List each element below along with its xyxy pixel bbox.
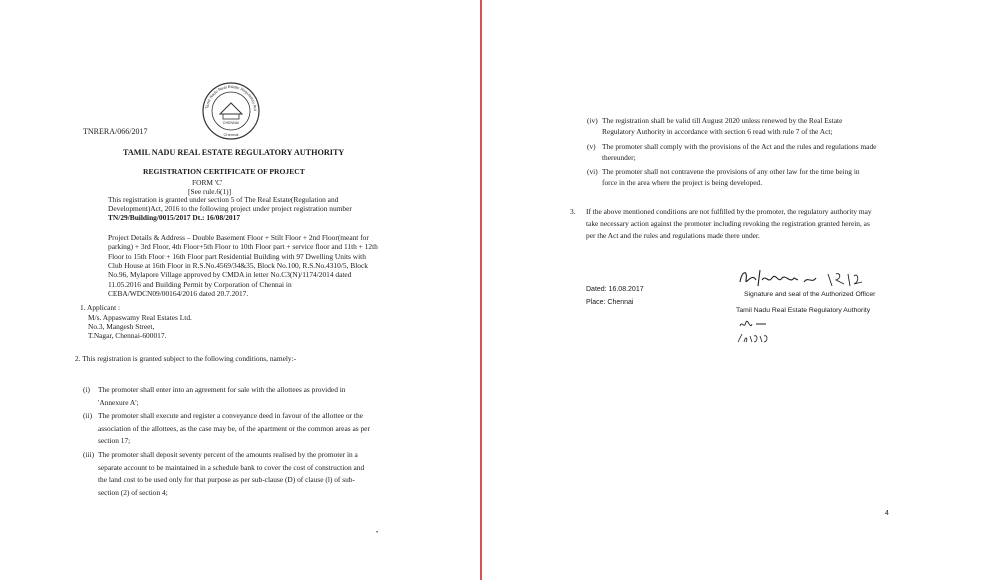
condition-text-line: thereunder;: [602, 153, 636, 162]
seal-ring-text: Tamil Nadu Real Estate Regulatory Aut: [204, 83, 259, 111]
condition-number: (v): [587, 142, 596, 151]
project-details-line: Floor to 15th Floor + 16th Floor part Residential Building with 97 Dwelling Units with: [108, 251, 366, 261]
paragraph-3-line: If the above mentioned conditions are not fulfilled by the promoter, the regulatory authority may: [586, 207, 872, 216]
condition-text-line: The promoter shall deposit seventy percent of the amounts realised by the promoter in a: [98, 450, 358, 459]
condition-number: (i): [83, 385, 90, 394]
page-mark-dot: •: [376, 530, 379, 536]
condition-text-line: section 17;: [98, 436, 131, 445]
project-details-line: Club House at 16th Floor in R.S.No.4569/34&35, Block No.100, R.S.No.4310/5, Block: [108, 260, 368, 270]
paragraph-3-number: 3.: [570, 207, 576, 216]
condition-text-line: The registration shall be valid till August 2020 unless renewed by the Real Estate: [602, 116, 843, 125]
conditions-intro: 2. This registration is granted subject to the following conditions, namely:-: [75, 354, 297, 363]
project-details-line: parking) + 3rd Floor, 4th Floor+5th Floor to 10th Floor part + service floor and 11th + 12th: [108, 242, 378, 252]
left-page: [0, 0, 480, 580]
condition-number: (ii): [83, 411, 93, 420]
seal-city-text: Chennai: [223, 132, 239, 137]
condition-text-line: separate account to be maintained in a schedule bank to cover the cost of construction and: [98, 462, 365, 472]
condition-text-line: The promoter shall not contravene the provisions of any other law for the time being in: [602, 167, 860, 176]
condition-text-line: The promoter shall execute and register a conveyance deed in favour of the allottee or the: [98, 411, 363, 420]
authority-caption: Tamil Nadu Real Estate Regulatory Authority: [736, 307, 871, 314]
rule-label: [See rule.6(1)]: [188, 187, 232, 196]
condition-text-line: The promoter shall enter into an agreement for sale with the allottees as provided in: [98, 385, 346, 394]
signature-caption: Signature and seal of the Authorized Officer: [744, 291, 876, 298]
intro-line-1: This registration is granted under section 5 of The Real Estate(Regulation and: [108, 195, 339, 204]
condition-text-line: 'Annexure A';: [98, 397, 139, 407]
place-text: Place: Chennai: [586, 299, 634, 306]
project-details-line: CEBA/WDCN09/00164/2016 dated 20.7.2017.: [108, 288, 249, 298]
project-details-line: No.96, Mylapore Village approved by CMDA in letter No.C3(N)/1174/2014 dated: [108, 270, 352, 280]
applicant-line: No.3, Mangesh Street,: [88, 322, 155, 331]
condition-text-line: association of the allottees, as the case may be, of the apartment or the common areas as per: [98, 423, 370, 433]
authority-heading: TAMIL NADU REAL ESTATE REGULATORY AUTHORITY: [123, 148, 345, 157]
condition-text-line: force in the area where the project is being developed.: [602, 178, 763, 187]
condition-text-line: Regulatory Authority in accordance with section 6 read with rule 7 of the Act;: [602, 127, 833, 136]
ref-number: TNRERA/066/2017: [83, 127, 148, 136]
right-page: [482, 0, 1000, 580]
project-details-line: 11.05.2016 and Building Permit by Corporation of Chennai in: [108, 279, 292, 289]
initials-mark: [734, 314, 784, 354]
project-details-line: Project Details & Address – Double Basement Floor + Stilt Floor + 2nd Floor(meant for: [108, 233, 369, 242]
condition-number: (iv): [587, 116, 598, 125]
condition-number: (vi): [587, 167, 598, 176]
applicant-label: 1. Applicant :: [80, 303, 121, 312]
authority-seal: [200, 80, 262, 142]
condition-number: (iii): [83, 450, 95, 459]
registration-number: TN/29/Building/0015/2017 Dt.: 16/08/2017: [108, 213, 241, 222]
seal-inner-text: CHENNAI: [222, 121, 240, 125]
applicant-line: M/s. Appaswamy Real Estates Ltd.: [88, 313, 192, 322]
intro-line-2: Development)Act, 2016 to the following project under project registration number: [108, 204, 352, 213]
page-number: 4: [885, 510, 889, 517]
condition-text-line: the land cost to be used only for that purpose as per sub-clause (D) of clause (l) of sub-: [98, 475, 355, 484]
certificate-title: REGISTRATION CERTIFICATE OF PROJECT: [143, 167, 305, 176]
condition-text-line: The promoter shall comply with the provisions of the Act and the rules and regulations made: [602, 142, 877, 151]
dated-text: Dated: 16.08.2017: [586, 286, 644, 293]
paragraph-3-line: take necessary action against the promoter including revoking the registration granted herein, as: [586, 219, 870, 228]
form-label: FORM 'C': [192, 178, 223, 187]
paragraph-3-line: per the Act and the rules and regulations made there under.: [586, 231, 760, 240]
applicant-line: T.Nagar, Chennai-600017.: [88, 331, 167, 340]
condition-text-line: section (2) of section 4;: [98, 487, 168, 497]
